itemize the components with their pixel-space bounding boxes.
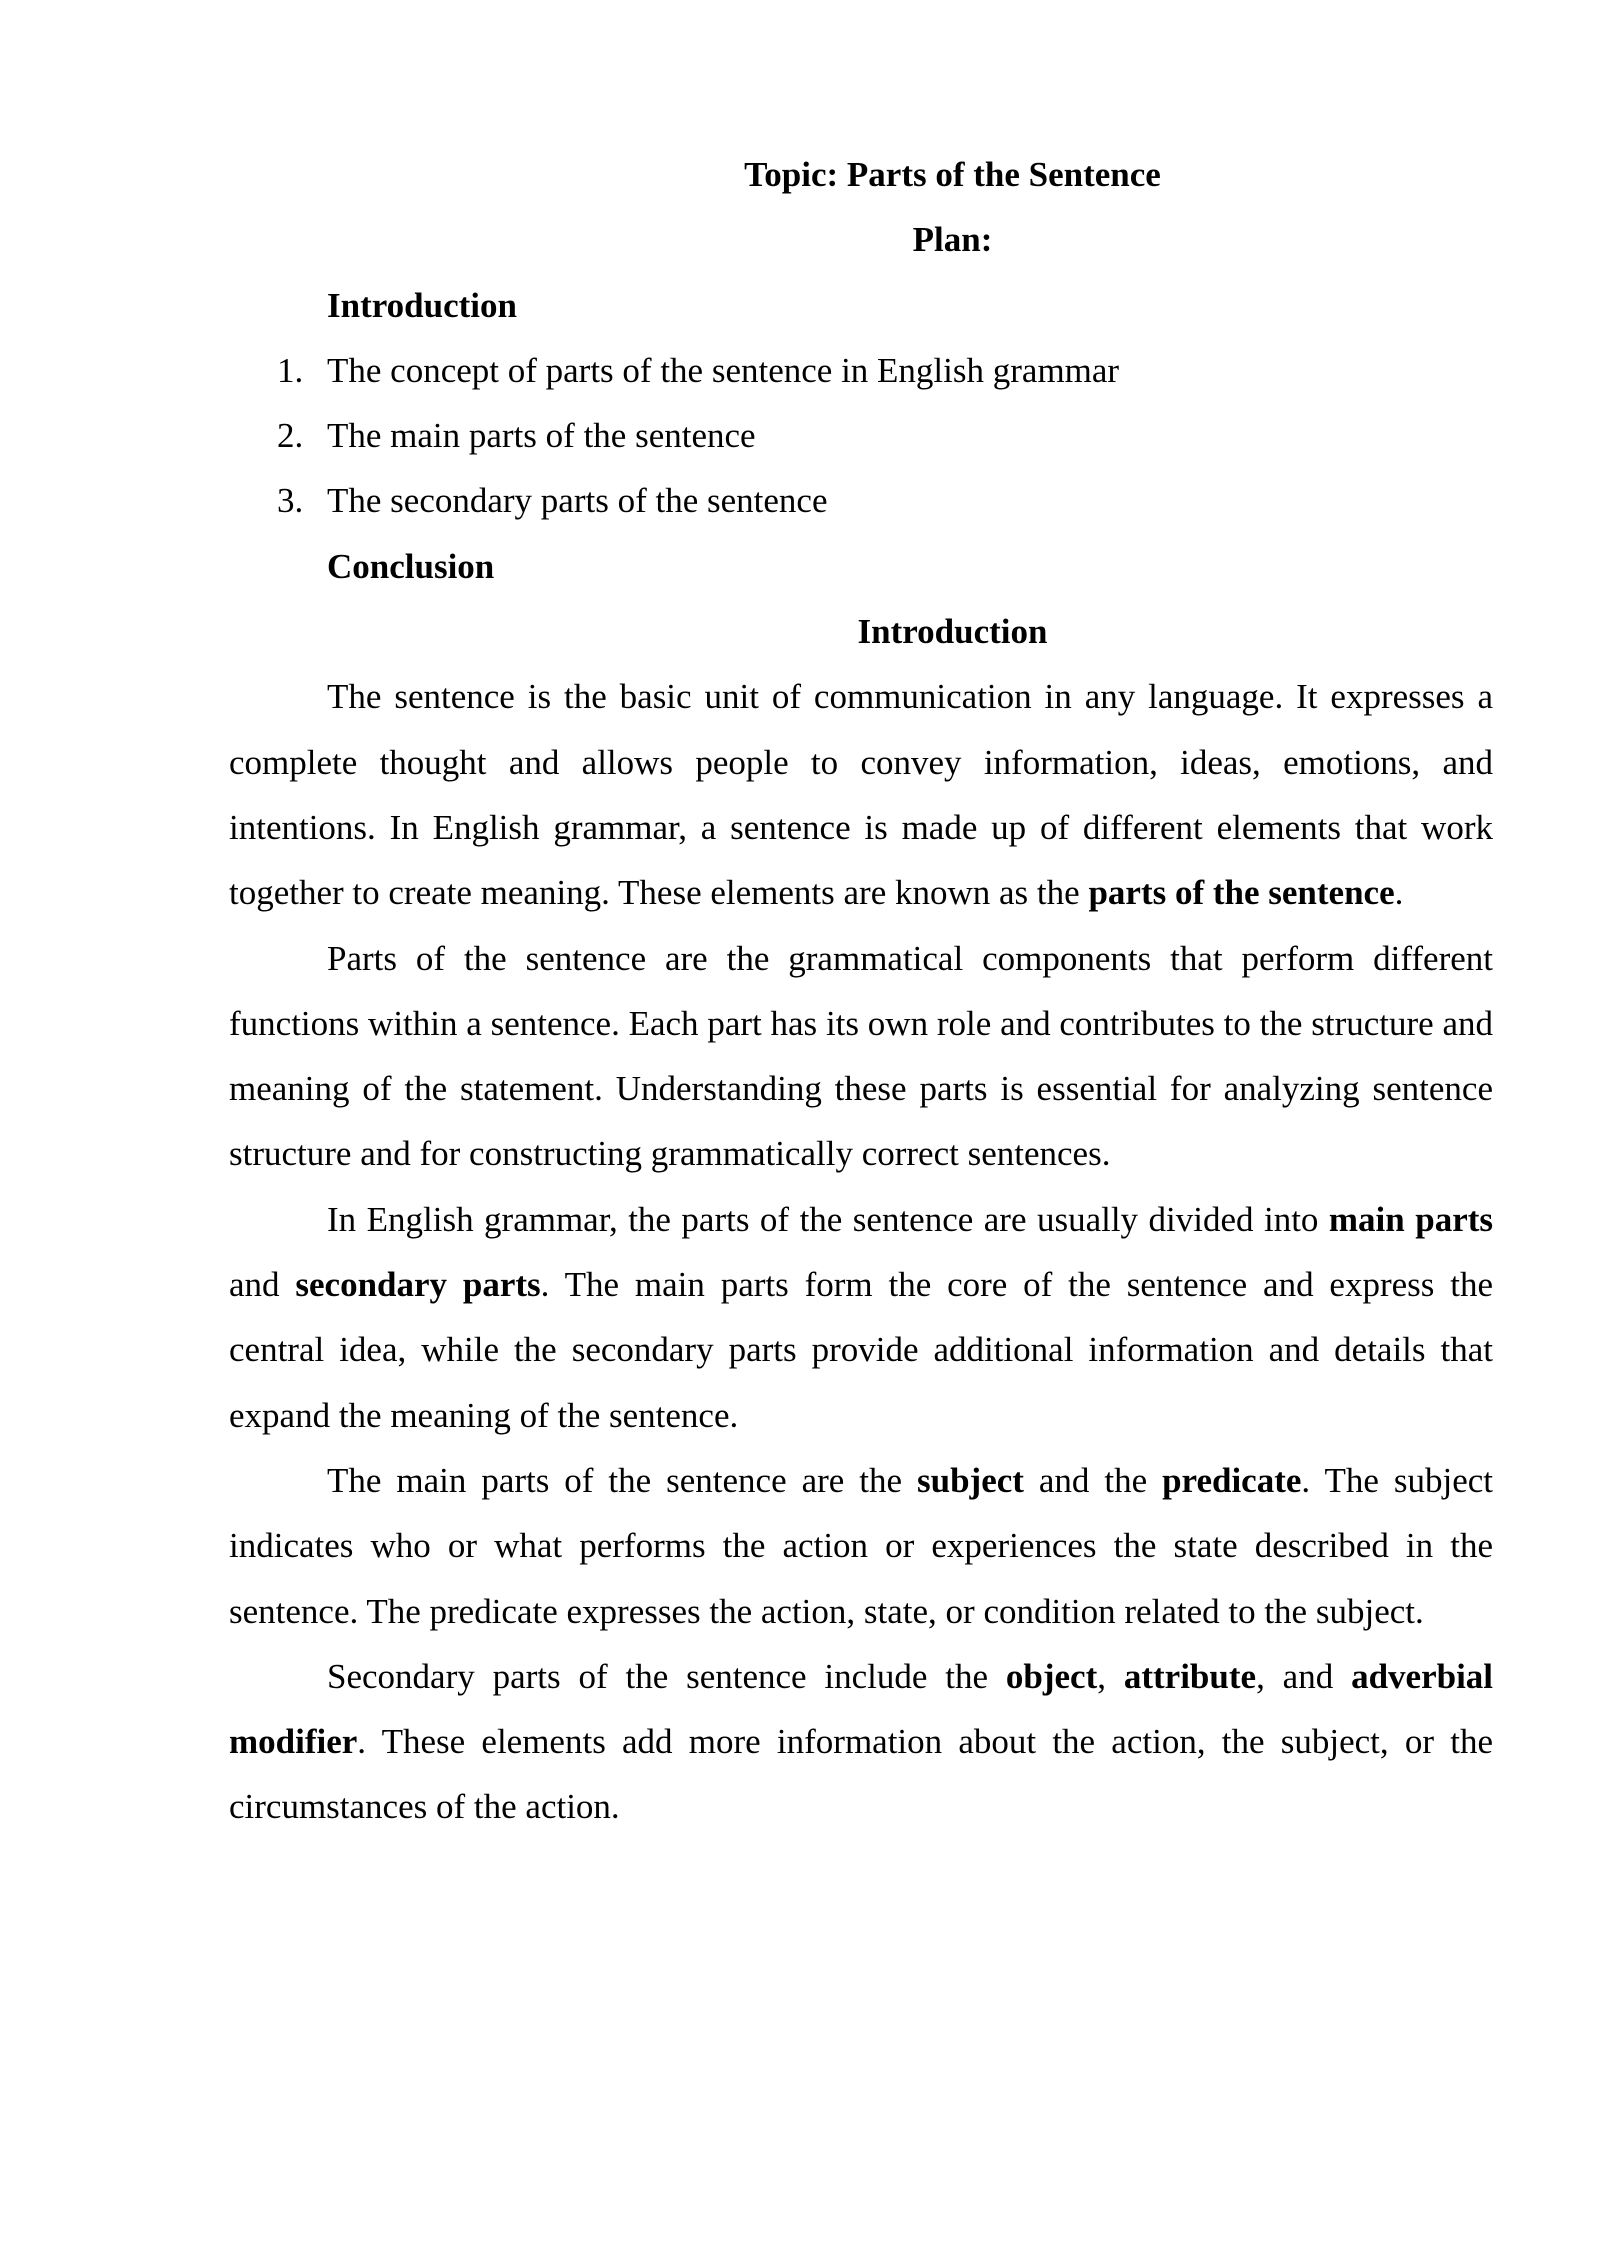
bold-term: parts of the sentence — [1088, 873, 1395, 913]
paragraph-text: Secondary parts of the sentence include the — [327, 1656, 1006, 1696]
plan-introduction: Introduction — [327, 285, 517, 325]
document-title: Topic: Parts of the Sentence — [744, 155, 1161, 194]
plan-item-number: 1. — [277, 350, 304, 390]
plan-item-text: The secondary parts of the sentence — [327, 481, 828, 521]
plan-item-text: The main parts of the sentence — [327, 416, 756, 456]
paragraph-5 — [229, 1644, 1493, 1840]
paragraph-text: . These elements add more information about the action, the subject, or the circumstances of the action. — [229, 1722, 1493, 1827]
paragraph-text: . — [1394, 873, 1404, 913]
bold-term: subject — [916, 1460, 1024, 1500]
paragraph-text: In English grammar, the parts of the sentence are usually divided into — [327, 1199, 1329, 1239]
document-page — [229, 142, 1493, 1840]
plan-item-number: 3. — [277, 481, 304, 521]
bold-term: adverbial modifier — [229, 1656, 1494, 1762]
bold-term: predicate — [1162, 1460, 1302, 1500]
plan-item — [229, 403, 1493, 468]
paragraph-3 — [229, 1187, 1493, 1448]
plan-label: Plan: — [912, 220, 993, 260]
plan-item-number: 2. — [277, 416, 304, 456]
plan-item — [229, 338, 1493, 403]
bold-term: main parts — [1328, 1199, 1493, 1239]
plan-item-text: The concept of parts of the sentence in English grammar — [327, 350, 1120, 390]
bold-term: secondary parts — [295, 1265, 541, 1305]
bold-term: attribute — [1123, 1656, 1257, 1696]
paragraph-text: , and — [1256, 1656, 1352, 1696]
paragraph-text: Parts of the sentence are the grammatical components that perform different functions within a sentence. Each part has its own role and contributes to the structure and meaning of the statement. Understanding these parts is essential for analyzing sentence structure and for constructing grammatically correct sentences. — [229, 938, 1493, 1174]
paragraph-text: The sentence is the basic unit of communication in any language. It expresses a complete thought and allows people to convey information, ideas, emotions, and intentions. In English grammar, a sentence is made up of different elements that work together to create meaning. These elements are known as the — [229, 677, 1493, 913]
paragraph-2 — [229, 926, 1493, 1187]
section-heading: Introduction — [857, 612, 1048, 652]
plan-conclusion: Conclusion — [327, 546, 495, 586]
paragraph-text: and the — [1023, 1460, 1163, 1500]
paragraph-4 — [229, 1448, 1493, 1644]
plan-item — [229, 468, 1493, 533]
paragraph-text: The main parts of the sentence are the — [327, 1460, 917, 1500]
paragraph-text: and — [229, 1265, 296, 1305]
paragraph-text: , — [1097, 1656, 1124, 1696]
bold-term: object — [1005, 1656, 1098, 1696]
paragraph-1 — [229, 664, 1493, 925]
paragraph-text: . The main parts form the core of the sentence and express the central idea, while the secondary parts provide additional information and details that expand the meaning of the sentence. — [229, 1265, 1493, 1435]
paragraph-text: . The subject indicates who or what performs the action or experiences the state described in the sentence. The predicate expresses the action, state, or condition related to the subject. — [229, 1460, 1494, 1631]
